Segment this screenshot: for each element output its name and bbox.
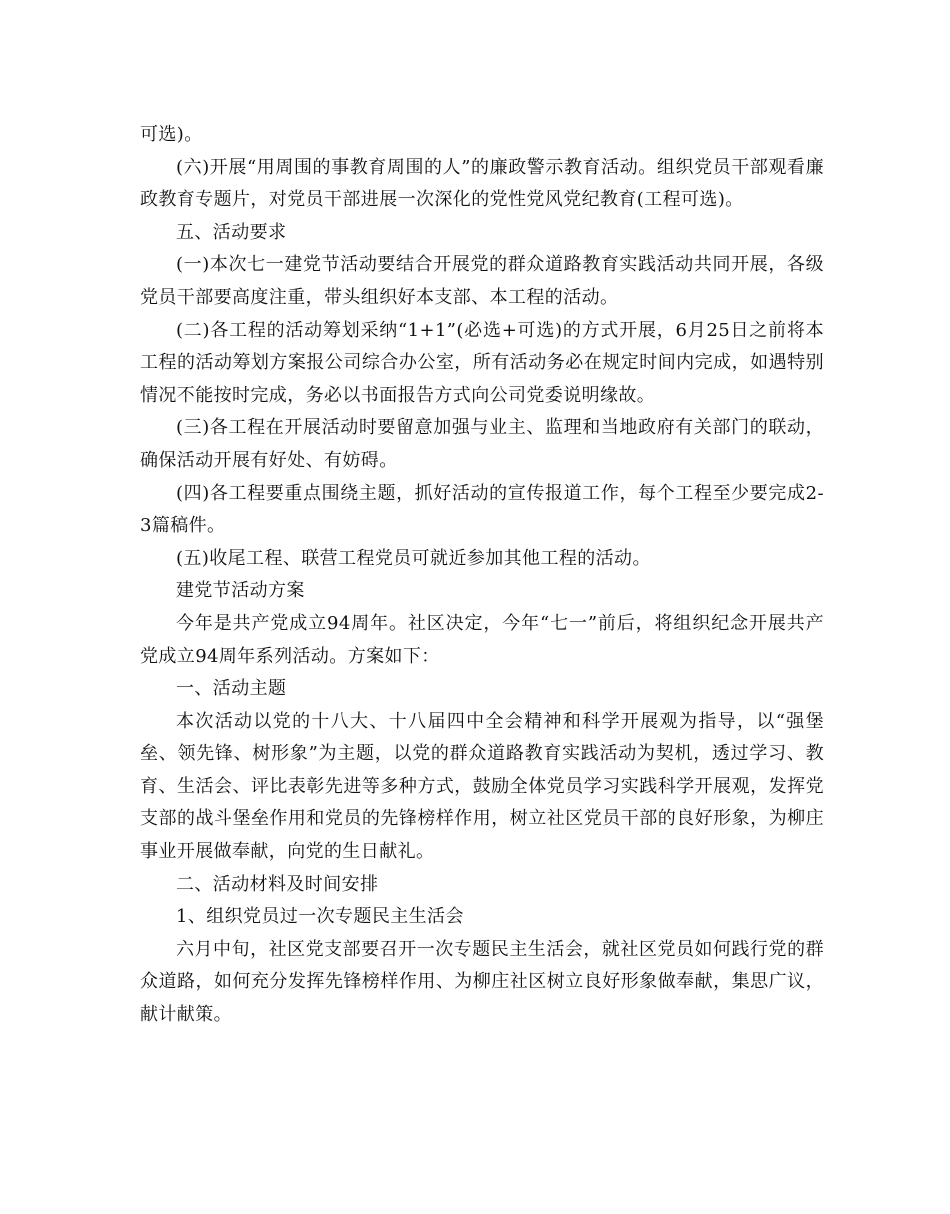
paragraph-intro: 今年是共产党成立94周年。社区决定，今年“七一”前后，将组织纪念开展共产党成立94周年系列活动。方案如下： bbox=[140, 612, 824, 667]
paragraph-requirement-3: (三)各工程在开展活动时要留意加强与业主、监理和当地政府有关部门的联动，确保活动开展有好处、有妨碍。 bbox=[140, 417, 824, 471]
section-heading-requirements: 五、活动要求 bbox=[176, 221, 287, 243]
paragraph-theme: 本次活动以党的十八大、十八届四中全会精神和科学开展观为指导，以“强堡垒、领先锋、树形象”为主题，以党的群众道路教育实践活动为契机，透过学习、教育、生活会、评比表彰先进等多种方式，鼓励全体党员学习实践科学开展观，发挥党支部的战斗堡垒作用和党员的先锋榜样作用，树立社区党员干部的良好形象，为柳庄事业开展做奉献，向党的生日献礼。 bbox=[140, 710, 824, 863]
paragraph-requirement-4: (四)各工程要重点围绕主题，抓好活动的宣传报道工作，每个工程至少要完成2-3篇稿件。 bbox=[140, 482, 824, 537]
section-heading-theme: 一、活动主题 bbox=[176, 678, 287, 700]
document-body bbox=[140, 119, 824, 1032]
paragraph-requirement-5: (五)收尾工程、联营工程党员可就近参加其他工程的活动。 bbox=[176, 547, 651, 569]
subsection-heading-1: 1、组织党员过一次专题民主生活会 bbox=[176, 906, 464, 928]
document-subtitle: 建党节活动方案 bbox=[176, 580, 305, 602]
paragraph-requirement-1: (一)本次七一建党节活动要结合开展党的群众道路教育实践活动共同开展，各级党员干部要高度注重，带头组织好本支部、本工程的活动。 bbox=[140, 254, 824, 308]
paragraph-schedule-1: 六月中旬，社区党支部要召开一次专题民主生活会，就社区党员如何践行党的群众道路，如何充分发挥先锋榜样作用、为柳庄社区树立良好形象做奉献，集思广议，献计献策。 bbox=[140, 938, 824, 1026]
paragraph-requirement-2: (二)各工程的活动筹划采纳“1+1”(必选+可选)的方式开展，6月25日之前将本工程的活动筹划方案报公司综合办公室，所有活动务必在规定时间内完成，如遇特别情况不能按时完成，务必以书面报告方式向公司党委说明缘故。 bbox=[140, 319, 824, 406]
section-heading-schedule: 二、活动材料及时间安排 bbox=[176, 873, 379, 895]
paragraph-continuation: 可选)。 bbox=[140, 124, 203, 145]
paragraph-item-6: (六)开展“用周围的事教育周围的人”的廉政警示教育活动。组织党员干部观看廉政教育专题片，对党员干部进展一次深化的党性党风党纪教育(工程可选)。 bbox=[140, 156, 824, 211]
